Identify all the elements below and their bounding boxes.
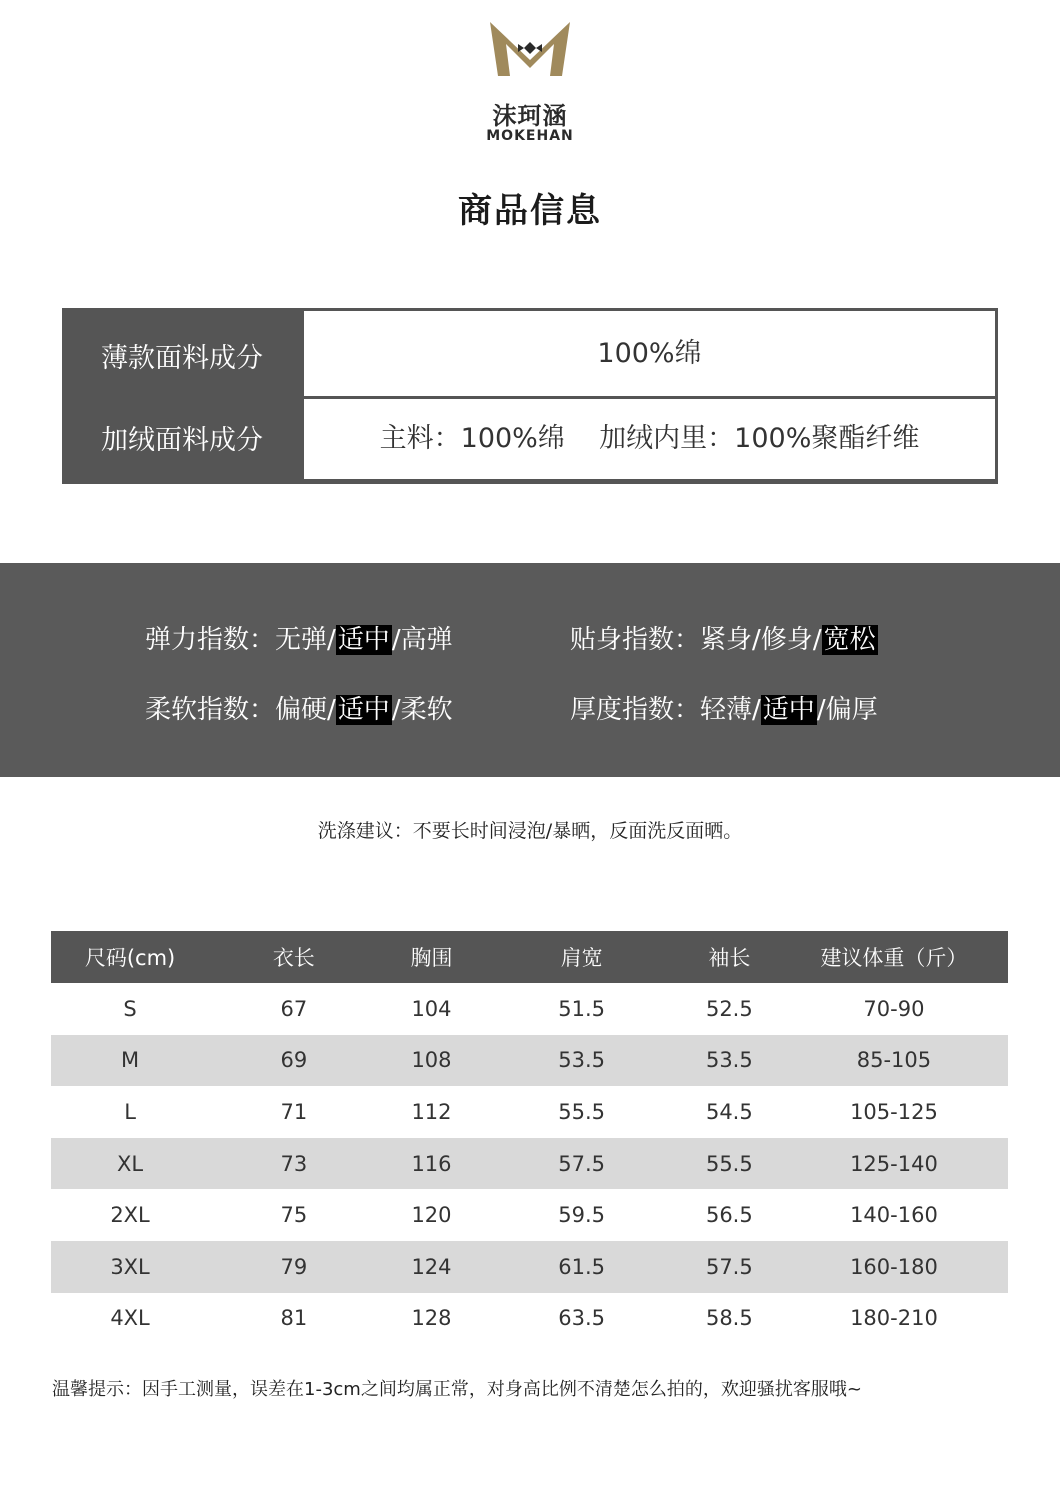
cell-chest: 104 [411,996,452,1021]
cell-sleeve: 58.5 [705,1306,753,1331]
cell-sleeve: 54.5 [705,1099,753,1124]
table-row [51,1293,1008,1345]
page-title: 商品信息 [458,191,602,231]
thickness-index: 厚度指数：轻薄/适中/偏厚 [570,695,878,725]
fit-index: 贴身指数：紧身/修身/宽松 [570,625,876,655]
cell-size: 3XL [51,1241,209,1293]
cell-sleeve: 55.5 [679,1138,780,1190]
cell-size: 2XL [110,1203,150,1228]
fabric-label-fleece: 加绒面料成分 [101,425,263,456]
cell-weight: 180-210 [850,1306,938,1331]
soft-opt-hard: 偏硬 [275,695,328,725]
cell-length: 75 [280,1203,308,1228]
softness-index-label: 柔软指数： [145,695,276,725]
cell-length: 73 [209,1138,378,1190]
elastic-index-label: 弹力指数： [145,625,276,655]
cell-chest: 120 [411,1203,452,1228]
table-row [51,1138,1008,1190]
cell-shoulder: 51.5 [558,996,605,1021]
thick-opt-thick: 偏厚 [825,695,878,725]
cell-shoulder: 53.5 [484,1035,678,1087]
table-row [51,1035,1008,1087]
fabric-label-thin: 薄款面料成分 [101,343,263,374]
cell-chest: 108 [379,1035,485,1087]
table-row [51,1086,1008,1138]
cell-sleeve: 56.5 [705,1203,753,1228]
cell-sleeve: 52.5 [705,996,753,1021]
brand-name-en: MOKEHAN [486,128,574,144]
header-size: 尺码(cm) [51,931,209,983]
header-length: 衣长 [209,931,378,983]
size-chart-header-row [51,931,1008,983]
cell-length: 67 [280,996,308,1021]
elastic-opt-high: 高弹 [400,625,453,655]
cell-chest: 116 [379,1138,485,1190]
softness-index: 柔软指数：偏硬/适中/柔软 [145,695,453,725]
cell-sleeve: 57.5 [679,1241,780,1293]
cell-weight: 140-160 [850,1203,938,1228]
header-shoulder: 肩宽 [484,931,678,983]
fit-index-label: 贴身指数： [570,625,701,655]
soft-opt-medium-selected: 适中 [337,695,390,725]
brand-logo [480,18,580,144]
fabric-table [62,308,998,484]
header-chest: 胸围 [379,931,485,983]
brand-name-cn: 沫珂涵 [492,102,568,130]
elastic-index: 弹力指数：无弹/适中/高弹 [145,625,453,655]
cell-size: M [51,1035,209,1087]
soft-opt-soft: 柔软 [400,695,453,725]
cell-shoulder: 55.5 [558,1099,605,1124]
cell-shoulder: 61.5 [484,1241,678,1293]
elastic-opt-medium-selected: 适中 [337,625,390,655]
fabric-value-thin: 100%绵 [304,311,995,396]
cell-weight: 70-90 [863,996,925,1021]
measurement-tip: 温馨提示：因手工测量，误差在1-3cm之间均属正常，对身高比例不清楚怎么拍的，欢迎骚扰客服哦~ [52,1379,862,1400]
cell-shoulder: 57.5 [484,1138,678,1190]
table-row [51,1189,1008,1241]
cell-size: XL [51,1138,209,1190]
thick-opt-thin: 轻薄 [700,695,753,725]
crown-m-icon [488,18,572,93]
fabric-value-fleece: 主料：100%绵 加绒内里：100%聚酯纤维 [304,399,995,479]
size-chart-table [51,931,1008,1344]
cell-size: L [124,1099,136,1124]
wash-advice: 洗涤建议：不要长时间浸泡/暴晒，反面洗反面晒。 [317,820,743,842]
cell-weight: 160-180 [780,1241,1008,1293]
cell-length: 71 [280,1099,308,1124]
fit-opt-tight: 紧身 [700,625,753,655]
fit-opt-loose-selected: 宽松 [823,625,876,655]
cell-weight: 125-140 [780,1138,1008,1190]
thick-opt-medium-selected: 适中 [762,695,815,725]
fabric-indices-panel [0,563,1060,777]
cell-length: 81 [280,1306,308,1331]
thickness-index-label: 厚度指数： [570,695,701,725]
elastic-opt-none: 无弹 [275,625,328,655]
fit-opt-slim: 修身 [760,625,813,655]
cell-length: 69 [209,1035,378,1087]
cell-shoulder: 63.5 [558,1306,605,1331]
table-row [51,1241,1008,1293]
header-sleeve: 袖长 [679,931,780,983]
cell-chest: 124 [379,1241,485,1293]
cell-shoulder: 59.5 [558,1203,605,1228]
cell-chest: 112 [411,1099,452,1124]
cell-sleeve: 53.5 [679,1035,780,1087]
cell-size: S [123,996,137,1021]
cell-weight: 85-105 [780,1035,1008,1087]
header-weight: 建议体重（斤） [780,931,1008,983]
cell-chest: 128 [411,1306,452,1331]
cell-weight: 105-125 [850,1099,938,1124]
cell-size: 4XL [110,1306,150,1331]
table-row [51,983,1008,1035]
cell-length: 79 [209,1241,378,1293]
